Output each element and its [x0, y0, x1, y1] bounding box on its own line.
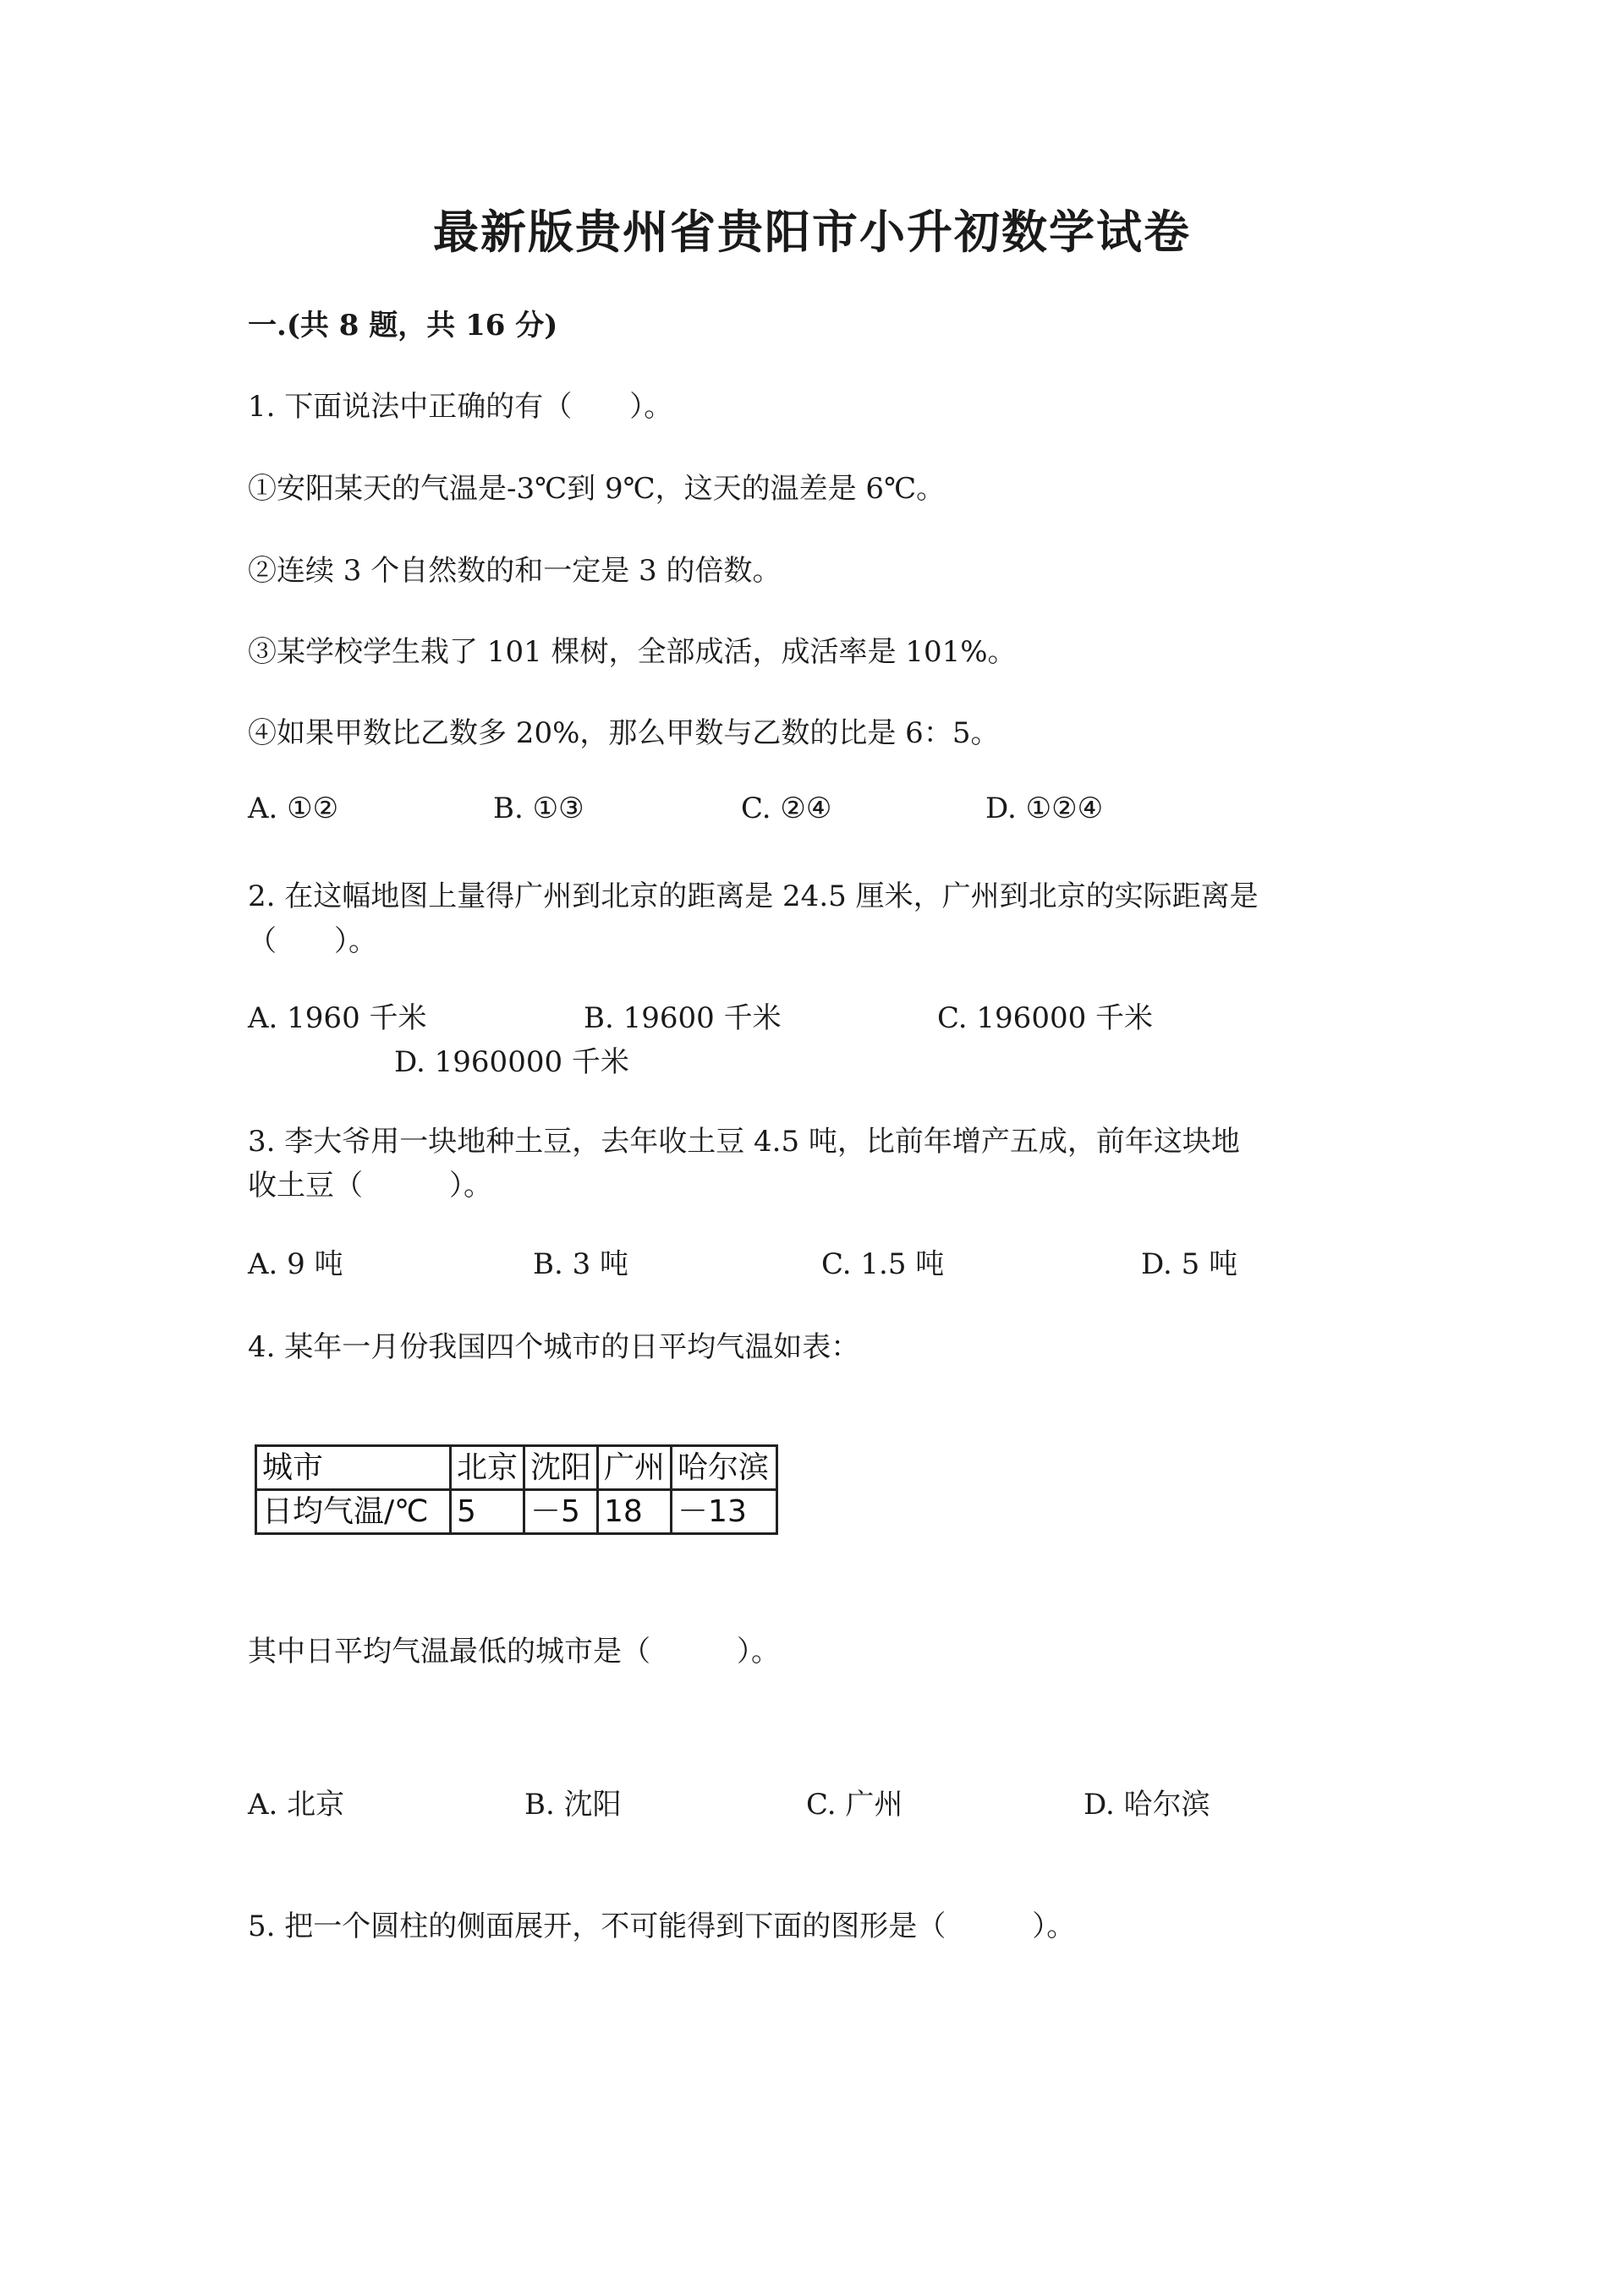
q1-option-c: C. ②④: [741, 792, 832, 825]
q4-stem: 4. 某年一月份我国四个城市的日平均气温如表：: [248, 1330, 860, 1364]
q2-stem-line2: （ ）。: [248, 924, 377, 958]
table-header-cell: 北京: [451, 1446, 524, 1490]
q4-option-c: C. 广州: [806, 1788, 903, 1822]
table-header-row: [256, 1446, 777, 1490]
q1-option-a: A. ①②: [248, 792, 339, 825]
q4-option-d: D. 哈尔滨: [1084, 1788, 1210, 1822]
q2-stem-line1: 2. 在这幅地图上量得广州到北京的距离是 24.5 厘米，广州到北京的实际距离是: [248, 879, 1259, 913]
q3-option-a: A. 9 吨: [248, 1247, 343, 1281]
q3-option-c: C. 1.5 吨: [821, 1247, 945, 1281]
q5-stem: 5. 把一个圆柱的侧面展开，不可能得到下面的图形是（ ）。: [248, 1910, 1076, 1943]
table-row: [256, 1490, 777, 1534]
table-cell: 18: [598, 1490, 672, 1534]
temperature-table: [255, 1444, 778, 1535]
table-cell: 日均气温/℃: [256, 1490, 451, 1534]
q1-option-d: D. ①②④: [985, 792, 1104, 825]
table-cell: －13: [672, 1490, 777, 1534]
q1-stem: 1. 下面说法中正确的有（ ）。: [248, 390, 673, 424]
exam-title: 最新版贵州省贵阳市小升初数学试卷: [433, 205, 1191, 259]
q1-statement-2: ②连续 3 个自然数的和一定是 3 的倍数。: [248, 554, 782, 588]
q1-statement-1: ①安阳某天的气温是-3℃到 9℃，这天的温差是 6℃。: [248, 472, 946, 506]
table-cell: －5: [524, 1490, 598, 1534]
table-cell: 5: [451, 1490, 524, 1534]
q1-statement-3: ③某学校学生栽了 101 棵树，全部成活，成活率是 101%。: [248, 635, 1017, 669]
q2-option-c: C. 196000 千米: [937, 1001, 1154, 1035]
q3-option-d: D. 5 吨: [1141, 1247, 1238, 1281]
q3-stem-line1: 3. 李大爷用一块地种土豆，去年收土豆 4.5 吨，比前年增产五成，前年这块地: [248, 1125, 1240, 1159]
table-header-cell: 广州: [598, 1446, 672, 1490]
q2-option-a: A. 1960 千米: [248, 1001, 427, 1035]
q1-statement-4: ④如果甲数比乙数多 20%，那么甲数与乙数的比是 6：5。: [248, 716, 1000, 750]
q3-option-b: B. 3 吨: [533, 1247, 629, 1281]
q4-option-b: B. 沈阳: [524, 1788, 622, 1822]
q2-option-b: B. 19600 千米: [584, 1001, 782, 1035]
table-header-cell: 沈阳: [524, 1446, 598, 1490]
q4-question: 其中日平均气温最低的城市是（ ）。: [248, 1635, 780, 1669]
q3-stem-line2: 收土豆（ ）。: [248, 1169, 492, 1203]
q2-option-d: D. 1960000 千米: [394, 1045, 629, 1079]
table-header-cell: 哈尔滨: [672, 1446, 777, 1490]
q4-option-a: A. 北京: [248, 1788, 345, 1822]
q1-option-b: B. ①③: [493, 792, 584, 825]
section-heading: 一.(共 8 题，共 16 分): [248, 309, 558, 342]
table-header-cell: 城市: [256, 1446, 451, 1490]
